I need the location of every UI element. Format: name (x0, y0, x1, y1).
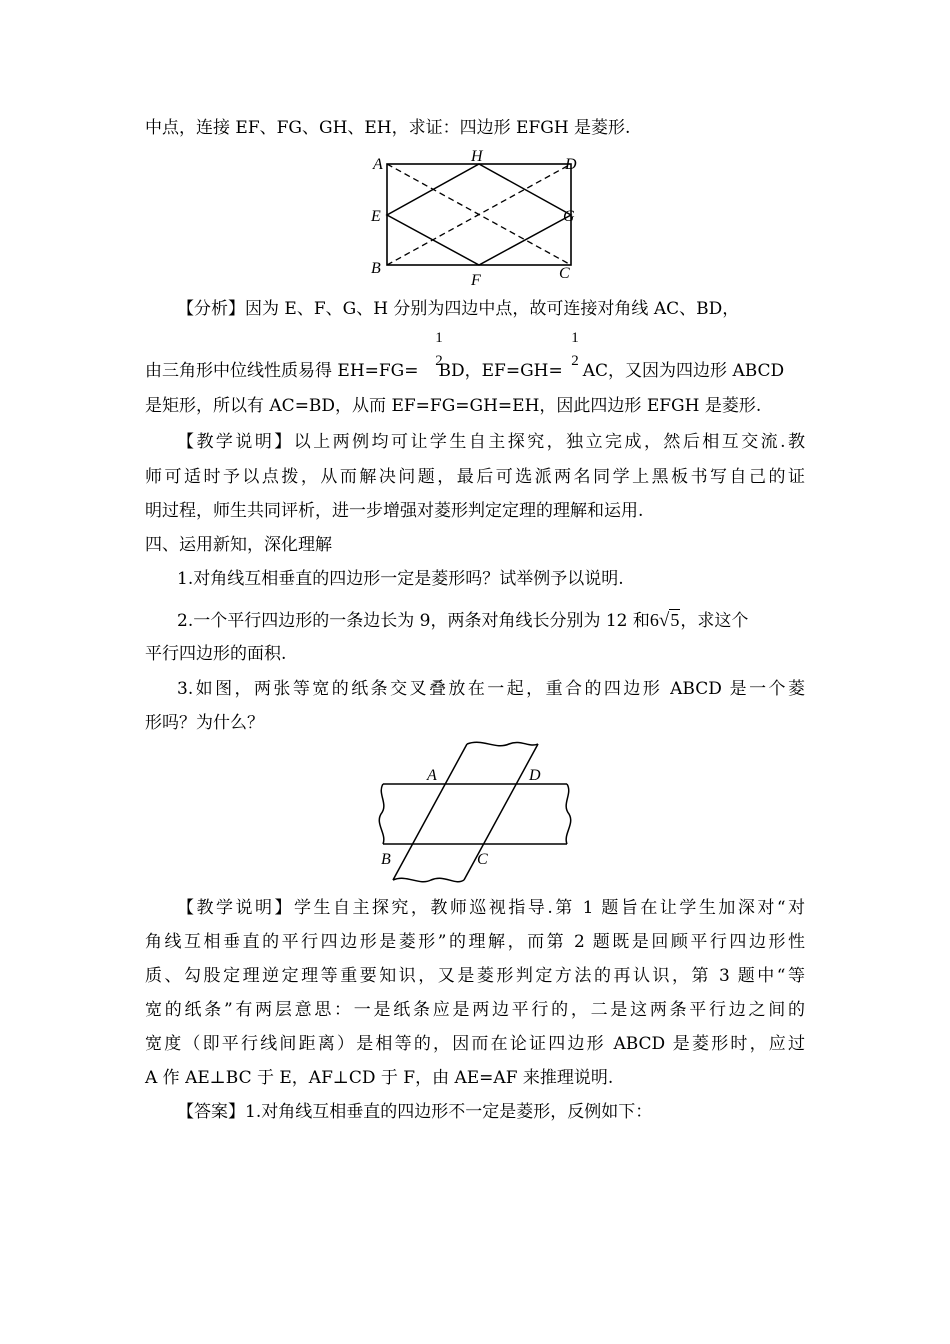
fraction-numerator: 1 (571, 330, 579, 346)
label-d: D (529, 767, 541, 784)
question-2-line-2: 平行四边形的面积. (145, 644, 287, 664)
answer-line-1: 【答案】1.对角线互相垂直的四边形不一定是菱形，反例如下： (177, 1102, 653, 1122)
paper-strips-figure (375, 740, 580, 890)
teaching-note-2-line-5: 宽度（即平行线间距离）是相等的，因而在论证四边形 ABCD 是菱形时，应过 (145, 1034, 805, 1054)
label-a: A (373, 156, 383, 173)
analysis-line-3: 是矩形，所以有 AC=BD，从而 EF=FG=GH=EH，因此四边形 EFGH 是菱形. (145, 396, 762, 416)
fraction-half-1 (432, 330, 446, 370)
rectangle-rhombus-figure (365, 145, 585, 290)
slant-strip-top-tear (467, 742, 538, 745)
label-f: F (471, 272, 481, 289)
label-c: C (477, 851, 488, 868)
strip-left-tear (379, 784, 384, 844)
analysis-text-c: AC，又因为四边形 ABCD (582, 361, 785, 381)
teaching-note-2-line-6: A 作 AE⊥BC 于 E，AF⊥CD 于 F，由 AE=AF 来推理说明. (145, 1068, 614, 1088)
question-2-text-a: 2.一个平行四边形的一条边长为 9，两条对角线长分别为 12 和 (177, 611, 650, 631)
strip-right-tear (566, 784, 571, 844)
sqrt-coefficient: 6 (649, 610, 659, 630)
label-b: B (371, 260, 381, 277)
fraction-numerator: 1 (435, 330, 443, 346)
label-a: A (427, 767, 437, 784)
teaching-note-2-line-2: 角线互相垂直的平行四边形是菱形”的理解，而第 2 题既是回顾平行四边形性 (145, 932, 805, 952)
teaching-note-1-line-2: 师可适时予以点拨，从而解决问题，最后可选派两名同学上黑板书写自己的证 (145, 467, 805, 487)
slant-strip-left-edge (393, 744, 467, 880)
sqrt-expression: 6√5 (649, 610, 680, 631)
label-b: B (381, 851, 391, 868)
slant-strip-right-edge (464, 744, 538, 880)
label-c: C (559, 265, 570, 282)
question-3-line-1: 3.如图，两张等宽的纸条交叉叠放在一起，重合的四边形 ABCD 是一个菱 (177, 679, 805, 699)
teaching-note-2-line-4: 宽的纸条”有两层意思：一是纸条应是两边平行的，二是这两条平行边之间的 (145, 1000, 805, 1020)
fraction-denominator: 2 (571, 353, 579, 369)
slant-strip-bottom-tear (393, 878, 464, 881)
analysis-line-2 (145, 359, 805, 383)
fraction-denominator: 2 (435, 353, 443, 369)
teaching-note-2-line-1: 【教学说明】学生自主探究，教师巡视指导.第 1 题旨在让学生加深对“对 (177, 898, 805, 918)
label-h: H (471, 148, 483, 165)
question-2-line-1 (177, 608, 805, 633)
question-2-text-b: ，求这个 (680, 611, 749, 631)
question-1: 1.对角线互相垂直的四边形一定是菱形吗？试举例予以说明. (177, 569, 624, 589)
teaching-note-1-line-3: 明过程，师生共同评析，进一步增强对菱形判定定理的理解和运用. (145, 501, 644, 521)
label-g: G (563, 208, 575, 225)
label-e: E (371, 208, 381, 225)
sqrt-radicand: 5 (670, 610, 680, 630)
teaching-note-1-line-1: 【教学说明】以上两例均可让学生自主探究，独立完成，然后相互交流.教 (177, 432, 805, 452)
analysis-text-b: BD，EF=GH= (438, 361, 563, 381)
question-3-line-2: 形吗？为什么？ (145, 713, 264, 733)
label-d: D (565, 156, 577, 173)
text-line: 中点，连接 EF、FG、GH、EH，求证：四边形 EFGH 是菱形. (145, 118, 631, 138)
teaching-note-2-line-3: 质、勾股定理逆定理等重要知识，又是菱形判定方法的再认识，第 3 题中“等 (145, 966, 805, 986)
section-heading: 四、运用新知，深化理解 (145, 535, 332, 555)
fraction-half-2 (568, 330, 582, 370)
analysis-text-a: 由三角形中位线性质易得 EH=FG= (145, 361, 419, 381)
analysis-line-1: 【分析】因为 E、F、G、H 分别为四边中点，故可连接对角线 AC、BD， (177, 299, 740, 319)
